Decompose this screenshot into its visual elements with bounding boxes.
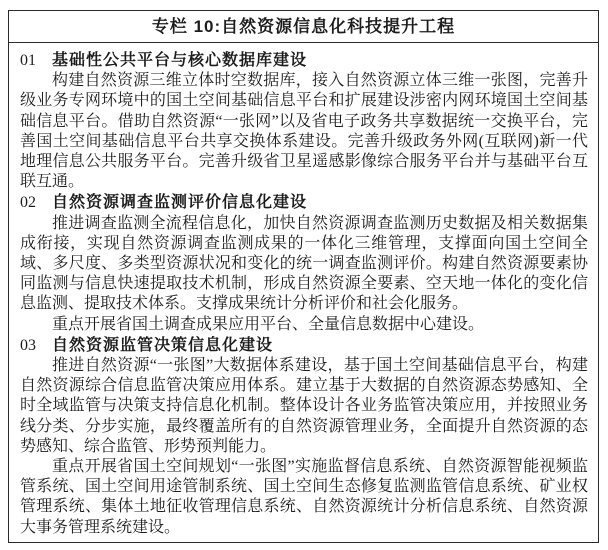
section-paragraph: 推进自然资源“一张图”大数据体系建设，基于国土空间基础信息平台，构建自然资源综合信息监管决策应用体系。建立基于大数据的自然资源态势感知、全时全域监管与决策支持信息化机制。整体设计各业务监管决策应用，并按照业务线分类、分步实施，最终覆盖所有的自然资源管理业务，全面提升自然资源的态势感知、综合监管、形势预判能力。: [20, 357, 588, 455]
section-paragraph: 构建自然资源三维立体时空数据库，接入自然资源立体三维一张图，完善升级业务专网环境中的国土空间基础信息平台和扩展建设涉密内网环境国土空间基础信息平台。借助自然资源“一张网”以及省电子政务共享数据统一交换平台，完善国土空间基础信息平台共享交换体系建设。完善升级政务外网(互联网)新一代地理信息公共服务平台。完善升级省卫星遥感影像综合服务平台并与基础平台互联互通。: [20, 72, 588, 191]
document-section: [20, 51, 588, 192]
section-number: 02: [20, 194, 36, 212]
panel-title: 专栏 10:自然资源信息化科技提升工程: [9, 11, 598, 43]
section-heading: [20, 193, 588, 213]
section-paragraph: 推进调查监测全流程信息化，加快自然资源调查监测历史数据及相关数据集成衔接，实现自然资源调查监测成果的一体化三维管理，支撑面向国土空间全域、多尺度、多类型资源状况和变化的统一调查监测评价。构建自然资源要素协同监测与信息快速提取技术机制，形成自然资源全要素、空天地一体化的变化信息监测、提取技术体系。支撑成果统计分析评价和社会化服务。: [20, 214, 588, 313]
document-section: [20, 193, 588, 334]
document-panel: [8, 10, 599, 543]
section-title: 自然资源监管决策信息化建设: [52, 336, 274, 354]
section-title: 基础性公共平台与核心数据库建设: [52, 52, 308, 69]
section-paragraph: 重点开展省国土调查成果应用平台、全量信息数据中心建设。: [52, 315, 485, 333]
section-number: 01: [20, 52, 36, 69]
section-title: 自然资源调查监测评价信息化建设: [52, 194, 308, 212]
section-heading: [20, 336, 588, 356]
section-number: 03: [20, 336, 36, 354]
section-heading: [20, 51, 588, 71]
section-paragraph: 重点开展省国土空间规划“一张图”实施监督信息系统、自然资源智能视频监管系统、国土空间用途管制系统、国土空间生态修复监测监管信息系统、矿业权管理系统、集体土地征收管理信息系统、自然资源统计分析信息系统、自然资源大事务管理系统建设。: [20, 458, 588, 536]
panel-body: [9, 43, 598, 543]
document-section: [20, 336, 588, 538]
